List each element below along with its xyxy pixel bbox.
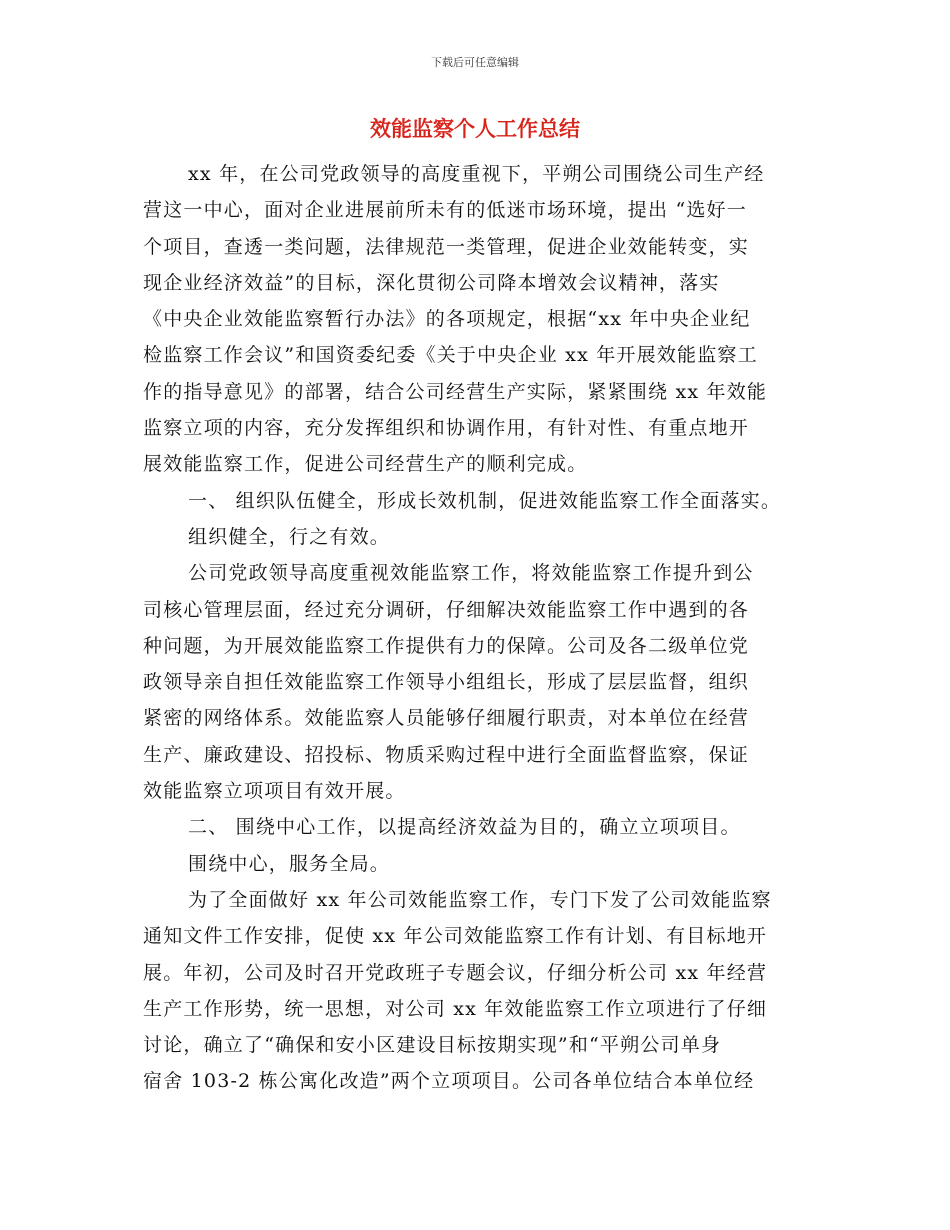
document-title: 效能监察个人工作总结 <box>370 117 580 141</box>
body-line: 监察立项的内容，充分发挥组织和协调作用，有针对性、有重点地开 <box>143 417 750 440</box>
body-line: 检监察工作会议”和国资委纪委《关于中央企业 xx 年开展效能监察工 <box>143 344 758 367</box>
body-line: 政领导亲自担任效能监察工作领导小组组长，形成了层层监督，组织 <box>143 671 750 694</box>
body-line: 现企业经济效益”的目标，深化贯彻公司降本增效会议精神，落实 <box>143 271 720 294</box>
body-line: 生产工作形势，统一思想，对公司 xx 年效能监察工作立项进行了仔细 <box>143 997 768 1020</box>
document-body <box>143 156 833 1100</box>
body-line: 为了全面做好 xx 年公司效能监察工作，专门下发了公司效能监察 <box>188 888 772 911</box>
body-line: 个项目，查透一类问题，法律规范一类管理，促进企业效能转变，实 <box>143 235 750 258</box>
body-line: 公司党政领导高度重视效能监察工作，将效能监察工作提升到公 <box>188 562 754 585</box>
body-line: 通知文件工作安排，促使 xx 年公司效能监察工作有计划、有目标地开 <box>143 925 768 948</box>
body-line: 营这一中心，面对企业进展前所未有的低迷市场环境，提出 “选好一 <box>143 199 747 222</box>
body-line: 司核心管理层面，经过充分调研，仔细解决效能监察工作中遇到的各 <box>143 598 750 621</box>
page-header-note: 下载后可任意编辑 <box>431 56 519 69</box>
body-line: 作的指导意见》的部署，结合公司经营生产实际，紧紧围绕 xx 年效能 <box>143 380 768 403</box>
body-line: 展。年初，公司及时召开党政班子专题会议，仔细分析公司 xx 年经营 <box>143 961 768 984</box>
body-line: 讨论，确立了“确保和安小区建设目标按期实现”和“平朔公司单身 <box>143 1034 722 1057</box>
body-line: 生产、廉政建设、招投标、物质采购过程中进行全面监督监察，保证 <box>143 743 750 766</box>
body-line: 宿舍 103-2 栋公寓化改造”两个立项项目。公司各单位结合本单位经 <box>143 1070 755 1093</box>
body-line: 围绕中心，服务全局。 <box>188 852 391 875</box>
body-line: 《中央企业效能监察暂行办法》的各项规定，根据“xx 年中央企业纪 <box>143 308 751 331</box>
body-line: 紧密的网络体系。效能监察人员能够仔细履行职责，对本单位在经营 <box>143 707 750 730</box>
body-line: 二、 围绕中心工作，以提高经济效益为目的，确立立项项目。 <box>188 816 741 839</box>
body-line: 效能监察立项项目有效开展。 <box>143 780 406 803</box>
body-line: 组织健全，行之有效。 <box>188 525 391 548</box>
body-line: 展效能监察工作，促进公司经营生产的顺利完成。 <box>143 453 588 476</box>
body-line: 种问题，为开展效能监察工作提供有力的保障。公司及各二级单位党 <box>143 634 750 657</box>
body-line: 一、 组织队伍健全，形成长效机制，促进效能监察工作全面落实。 <box>188 489 782 512</box>
body-line: xx 年，在公司党政领导的高度重视下，平朔公司围绕公司生产经 <box>188 163 765 185</box>
